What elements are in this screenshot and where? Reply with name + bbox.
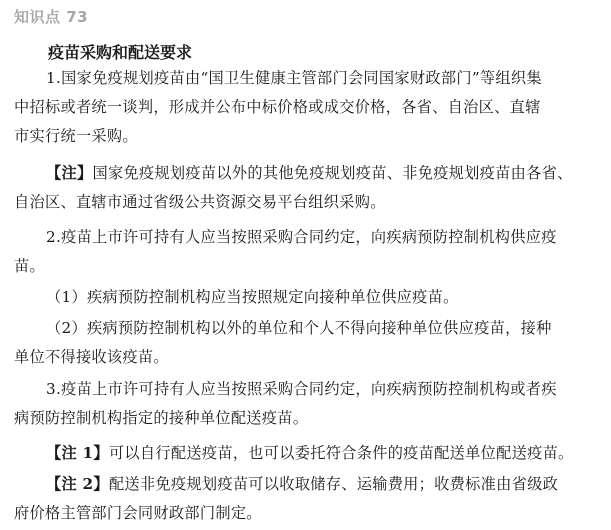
paragraph-line bbox=[14, 439, 600, 468]
note-text: 国家免疫规划疫苗以外的其他免疫规划疫苗、非免疫规划疫苗由各省、 bbox=[92, 164, 573, 182]
paragraph-item-1 bbox=[14, 283, 600, 312]
paragraph-2 bbox=[14, 223, 600, 281]
section-title: 疫苗采购和配送要求 bbox=[48, 43, 193, 62]
note-tag: 【注 1】 bbox=[46, 444, 109, 462]
paragraph-line: 府价格主管部门会同财政部门制定。 bbox=[14, 504, 262, 522]
note-tag: 【注】 bbox=[46, 164, 93, 182]
paragraph-line: 市实行统一采购。 bbox=[14, 127, 138, 145]
note-text: 可以自行配送疫苗，也可以委托符合条件的疫苗配送单位配送疫苗。 bbox=[108, 444, 574, 462]
knowledge-point-heading: 知识点 73 bbox=[14, 8, 89, 26]
paragraph-line: 3.疫苗上市许可持有人应当按照采购合同约定，向疾病预防控制机构或者疾 bbox=[46, 380, 557, 398]
paragraph-line bbox=[14, 159, 600, 188]
paragraph-line: 病预防控制机构指定的接种单位配送疫苗。 bbox=[14, 409, 309, 427]
paragraph-note-1 bbox=[14, 439, 600, 468]
paragraph-3 bbox=[14, 375, 600, 433]
paragraph-line: 中招标或者统一谈判，形成并公布中标价格或成交价格，各省、自治区、直辖 bbox=[14, 98, 541, 116]
paragraph-note-2 bbox=[14, 470, 600, 528]
paragraph-1 bbox=[14, 64, 600, 151]
paragraph-line: 苗。 bbox=[14, 257, 45, 275]
paragraph-line: 单位不得接收该疫苗。 bbox=[14, 348, 169, 366]
paragraph-line: （2）疾病预防控制机构以外的单位和个人不得向接种单位供应疫苗，接种 bbox=[46, 319, 552, 337]
paragraph-item-2 bbox=[14, 314, 600, 372]
note-tag: 【注 2】 bbox=[46, 475, 109, 493]
paragraph-note bbox=[14, 159, 600, 217]
paragraph-line: （1）疾病预防控制机构应当按照规定向接种单位供应疫苗。 bbox=[46, 288, 459, 306]
note-text: 配送非免疫规划疫苗可以收取储存、运输费用；收费标准由省级政 bbox=[108, 475, 559, 493]
paragraph-line: 1.国家免疫规划疫苗由“国卫生健康主管部门会同国家财政部门”等组织集 bbox=[46, 69, 542, 87]
paragraph-line: 自治区、直辖市通过省级公共资源交易平台组织采购。 bbox=[14, 193, 386, 211]
paragraph-line: 2.疫苗上市许可持有人应当按照采购合同约定，向疾病预防控制机构供应疫 bbox=[46, 228, 557, 246]
paragraph-line bbox=[14, 470, 600, 499]
